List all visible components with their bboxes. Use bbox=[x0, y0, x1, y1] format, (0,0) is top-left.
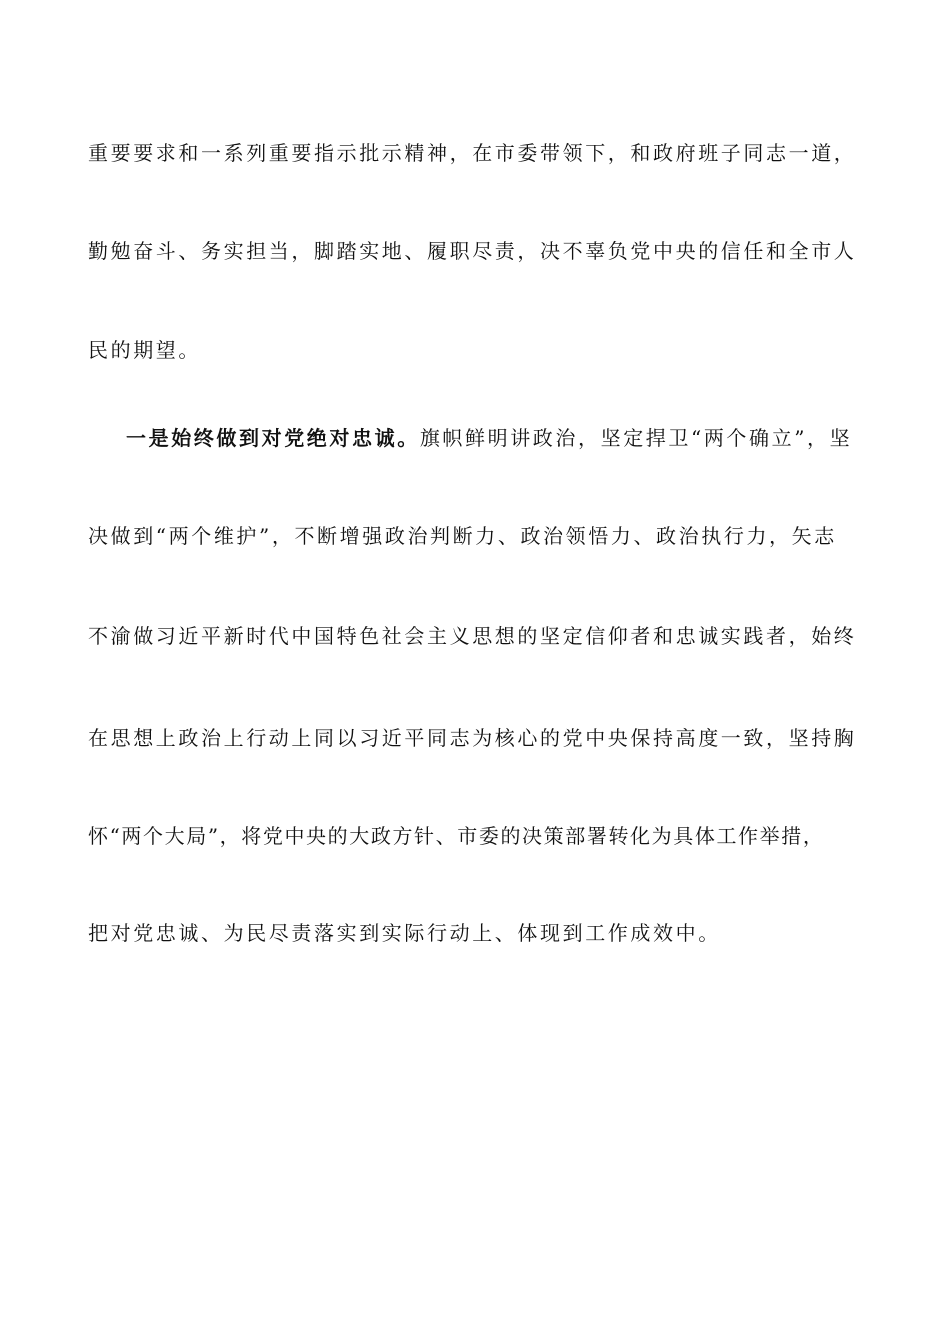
paragraph-2-line-3: 不渝做习近平新时代中国特色社会主义思想的坚定信仰者和忠诚实践者，始终 bbox=[88, 624, 857, 648]
paragraph-2-line-2: 决做到“两个维护”，不断增强政治判断力、政治领悟力、政治执行力，矢志 bbox=[88, 524, 837, 548]
paragraph-2-heading: 一是始终做到对党绝对忠诚。 bbox=[126, 426, 420, 450]
paragraph-1-line-3: 民的期望。 bbox=[88, 338, 201, 362]
paragraph-2-line-4: 在思想上政治上行动上同以习近平同志为核心的党中央保持高度一致，坚持胸 bbox=[88, 726, 857, 750]
paragraph-2-line-5: 怀“两个大局”，将党中央的大政方针、市委的决策部署转化为具体工作举措， bbox=[88, 824, 825, 848]
paragraph-2-line-6: 把对党忠诚、为民尽责落实到实际行动上、体现到工作成效中。 bbox=[88, 921, 721, 945]
paragraph-2-line-1-text: 旗帜鲜明讲政治，坚定捍卫“两个确立”，坚 bbox=[419, 426, 853, 450]
paragraph-2-line-1 bbox=[126, 420, 878, 456]
paragraph-1-line-1: 重要要求和一系列重要指示批示精神，在市委带领下，和政府班子同志一道， bbox=[88, 141, 857, 165]
paragraph-1-line-2: 勤勉奋斗、务实担当，脚踏实地、履职尽责，决不辜负党中央的信任和全市人 bbox=[88, 239, 857, 263]
